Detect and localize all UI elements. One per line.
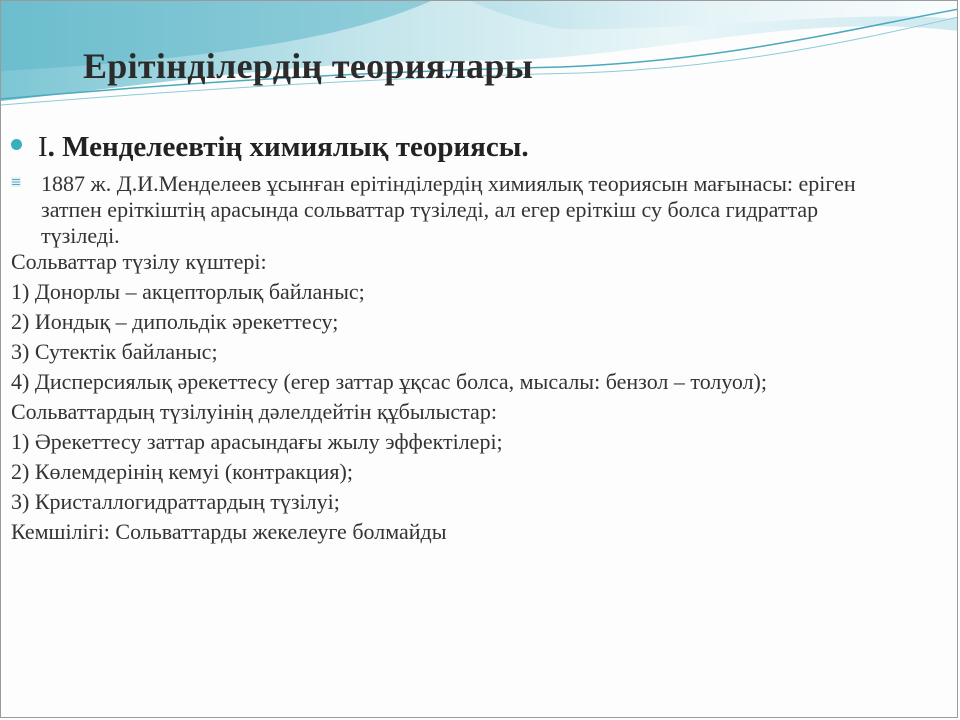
lines-bullet-icon	[11, 177, 21, 187]
intro-paragraph: 1887 ж. Д.И.Менделеев ұсынған ерітінділердің химиялық теориясын мағынасы: еріген затпен еріткіштің арасында сольваттар түзіледі, ал егер еріткіш су болса гидраттар түзіледі.	[41, 171, 856, 248]
content-line: 4) Дисперсиялық әрекеттесу (егер заттар ұқсас болса, мысалы: бензол – толуол);	[11, 369, 767, 394]
content-line: 3) Сутектік байланыс;	[11, 339, 218, 364]
content-line: 1) Донорлы – акцепторлық байланыс;	[11, 279, 365, 304]
heading-text: . Менделеевтің химиялық теориясы.	[47, 131, 529, 163]
content-line: 1) Әрекеттесу заттар арасындағы жылу эффектілері;	[11, 429, 503, 454]
content-line: 2) Көлемдерінің кемуі (контракция);	[11, 459, 353, 484]
heading-bullet-row	[11, 131, 529, 164]
section-heading	[38, 131, 529, 164]
circle-bullet-icon	[11, 139, 22, 150]
content-line: 2) Иондық – дипольдік әрекеттесу;	[11, 309, 339, 334]
content-line: 3) Кристаллогидраттардың түзілуі;	[11, 489, 340, 514]
heading-roman-numeral: I	[38, 131, 48, 163]
content-lines	[11, 249, 901, 549]
content-line: Кемшілігі: Сольваттарды жекелеуге болмайды	[11, 519, 447, 544]
slide-title: Ерітінділердің теориялары	[83, 46, 534, 86]
content-line: Сольваттардың түзілуінің дәлелдейтін құбылыстар:	[11, 399, 497, 424]
content-line: Сольваттар түзілу күштері:	[11, 249, 267, 274]
paragraph-bullet-row	[11, 171, 901, 249]
